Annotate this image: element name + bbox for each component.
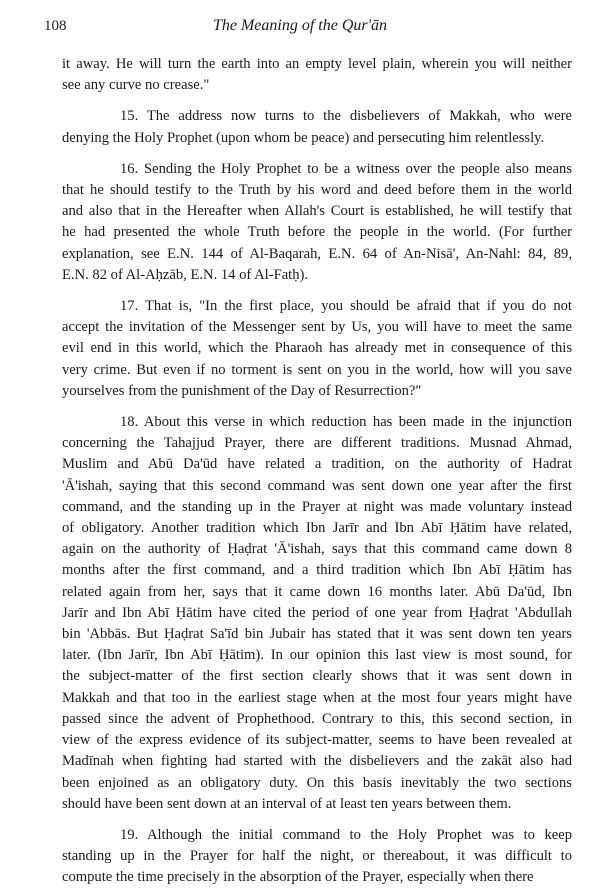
text-line: again on the authority of Ḥaḍrat 'Ā'ishah, says that this command came down 8 xyxy=(62,541,572,558)
text-line: yourselves from the punishment of the Day of Resurrection?" xyxy=(62,382,422,399)
text-line: view of the express evidence of its subject-matter, seems to have been revealed at xyxy=(62,732,572,749)
text-line: Muslim and Abū Da'ūd have related a tradition, on the authority of Hadrat xyxy=(62,456,572,473)
text-line: he had presented the whole Truth before the people in the world. (For further xyxy=(62,224,572,241)
text-line: 15. The address now turns to the disbelievers of Makkah, who were xyxy=(120,108,572,125)
text-line: accept the invitation of the Messenger sent by Us, you will have to meet the same xyxy=(62,319,572,336)
text-line: passed since the advent of Prophethood. Contrary to this, this second section, in xyxy=(62,710,572,727)
text-line: months after the first command, and a third tradition which Ibn Abī Ḥātim has xyxy=(62,562,572,579)
text-line: and also that in the Hereafter when Allah's Court is established, he will testify that xyxy=(62,203,572,220)
text-line: related again from her, says that it came down 16 months later. Abū Da'ūd, Ibn xyxy=(62,583,572,600)
text-line: of obligatory. Another tradition which Ibn Jarīr and Ibn Abī Ḥātim have related, xyxy=(62,520,572,537)
text-line: concerning the Tahajjud Prayer, there are different traditions. Musnad Ahmad, xyxy=(62,435,572,452)
text-line: standing up in the Prayer for half the night, or thereabout, it was difficult to xyxy=(62,848,572,865)
text-line: denying the Holy Prophet (upon whom be peace) and persecuting him relentlessly. xyxy=(62,129,545,146)
text-line: later. (Ibn Jarīr, Ibn Abī Ḥātim). In our opinion this last view is most sound, for xyxy=(62,647,572,664)
text-line: very crime. But even if no torment is sent on you in the world, how will you save xyxy=(62,361,572,378)
text-line: 17. That is, "In the first place, you should be afraid that if you do not xyxy=(120,298,572,315)
text-line: explanation, see E.N. 144 of Al-Baqarah, E.N. 64 of An-Nisā', An-Nahl: 84, 89, xyxy=(62,245,572,262)
text-line: been enjoined as an obligatory duty. On this basis inevitably the two sections xyxy=(62,774,572,791)
text-line: 16. Sending the Holy Prophet to be a witness over the people also means xyxy=(120,160,572,177)
text-line: Madīnah when fighting had started with the disbelievers and the zakāt also had xyxy=(62,753,572,770)
page-body xyxy=(62,54,572,889)
text-line: Jarīr and Ibn Abī Ḥātim have cited the period of one year from Ḥaḍrat 'Abdullah xyxy=(62,604,572,621)
text-line: it away. He will turn the earth into an empty level plain, wherein you will neither xyxy=(62,56,572,72)
text-line: command, and the standing up in the Prayer at night was made voluntary instead xyxy=(62,498,572,515)
text-line: compute the time precisely in the absorption of the Prayer, especially when there xyxy=(62,869,534,886)
paragraph xyxy=(62,296,572,402)
paragraph xyxy=(62,54,572,96)
text-line: 18. About this verse in which reduction has been made in the injunction xyxy=(120,414,572,431)
text-line: E.N. 82 of Al-Aḥzāb, E.N. 14 of Al-Fatḥ). xyxy=(62,266,309,283)
page-number: 108 xyxy=(44,18,67,34)
paragraph xyxy=(62,106,572,148)
text-line: that he should testify to the Truth by his word and deed before them in the world xyxy=(62,182,572,199)
text-line: 19. Although the initial command to the Holy Prophet was to keep xyxy=(120,826,572,843)
text-line: bin 'Abbās. But Ḥaḍrat Sa'īd bin Jubair has stated that it was sent down ten years xyxy=(62,626,572,643)
running-title: The Meaning of the Qur'ān xyxy=(212,17,388,34)
text-line: 'Ā'ishah, saying that this second command was sent down one year after the first xyxy=(62,477,572,494)
text-line: see any curve no crease." xyxy=(62,77,210,94)
paragraph xyxy=(62,825,572,889)
text-line: Makkah and that too in the earliest stage when at the most four years might have xyxy=(62,689,572,706)
paragraph xyxy=(62,412,572,815)
paragraph xyxy=(62,159,572,286)
text-line: evil end in this world, which the Pharaoh has already met in consequence of this xyxy=(62,340,572,357)
text-line: should have been sent down at an interval of at least ten years between them. xyxy=(62,795,512,812)
page-header xyxy=(0,14,600,38)
text-line: the subject-matter of the first section clearly shows that it was sent down in xyxy=(62,668,572,685)
